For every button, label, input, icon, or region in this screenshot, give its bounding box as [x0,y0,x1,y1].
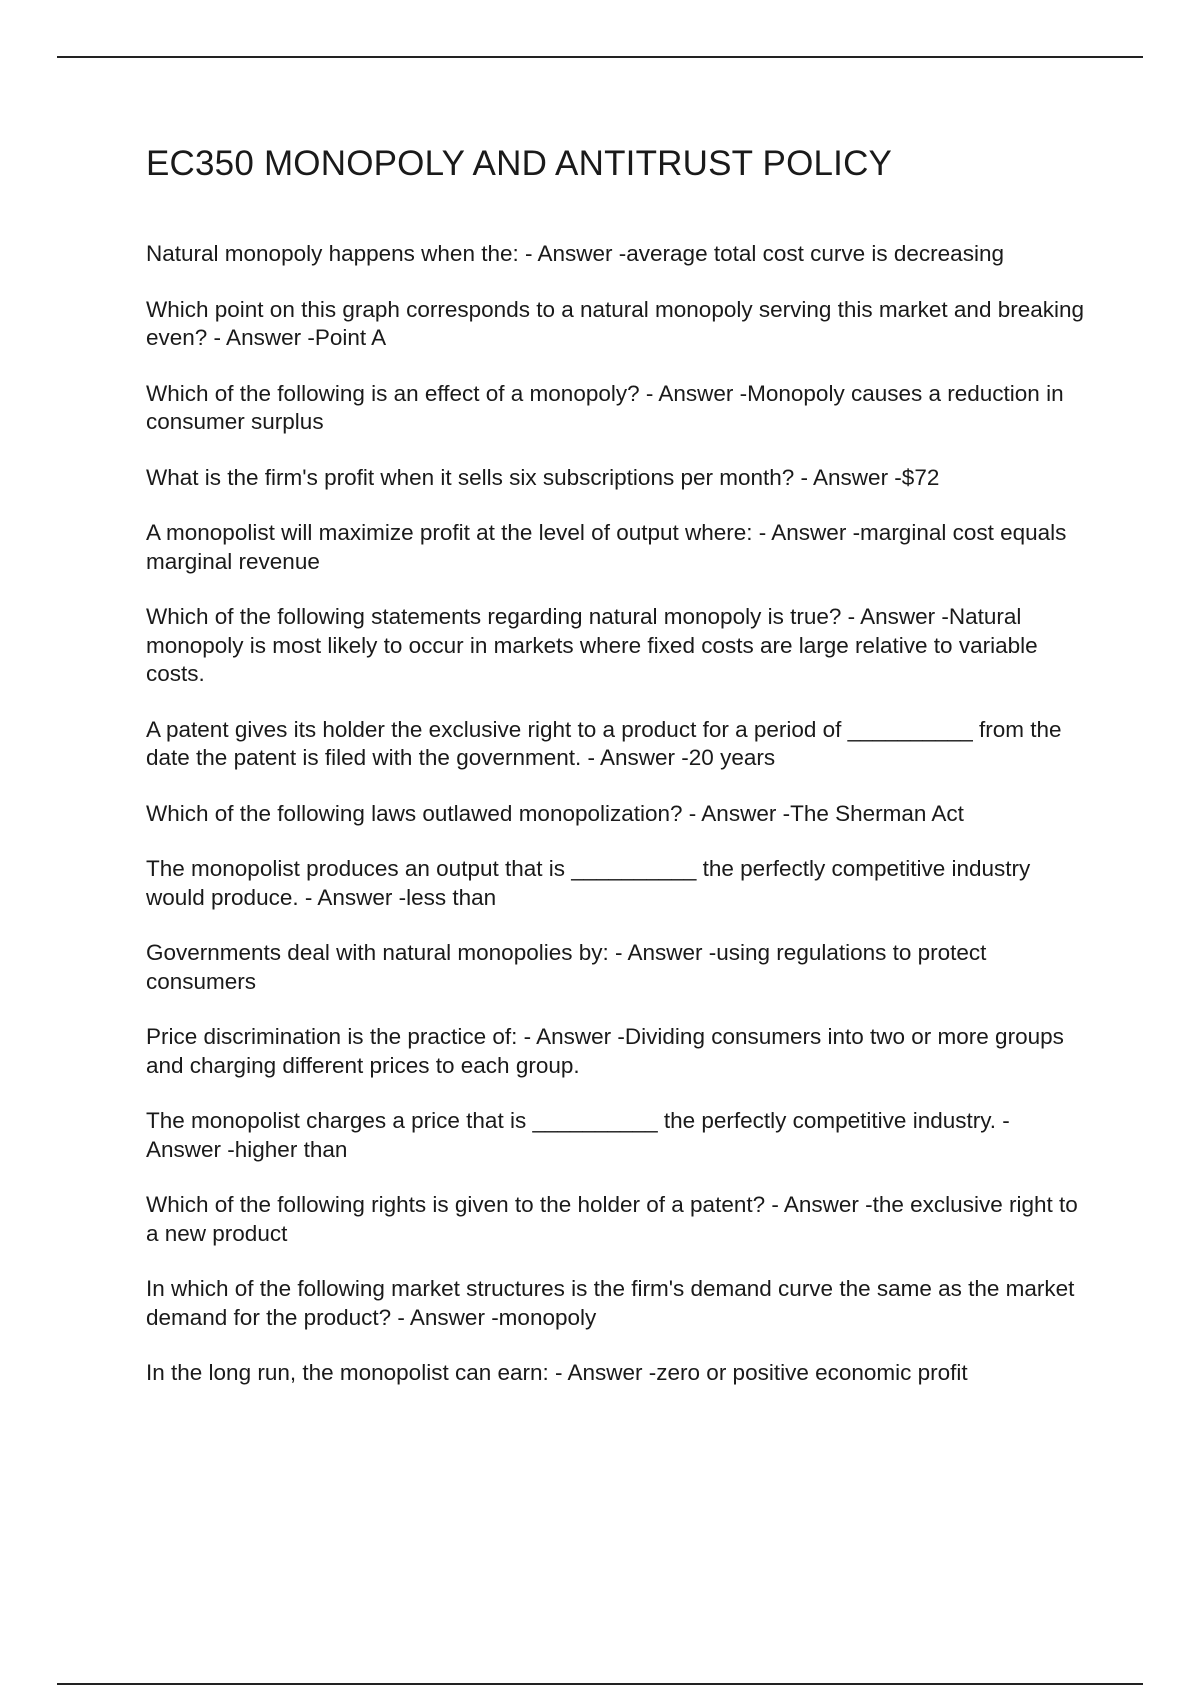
qa-item: Which of the following laws outlawed monopolization? - Answer -The Sherman Act [146,800,964,826]
qa-item: A monopolist will maximize profit at the level of output where: - Answer -marginal cost equals marginal revenue [146,520,1067,574]
qa-item: In the long run, the monopolist can earn: - Answer -zero or positive economic profit [146,1360,968,1385]
top-rule [57,56,1143,58]
qa-item: Which point on this graph corresponds to a natural monopoly serving this market and breaking even? - Answer -Point A [146,296,1085,350]
document-title: EC350 MONOPOLY AND ANTITRUST POLICY [146,144,893,183]
qa-item: In which of the following market structures is the firm's demand curve the same as the market demand for the product? - Answer -monopoly [146,1276,1075,1330]
qa-item: Price discrimination is the practice of: - Answer -Dividing consumers into two or more groups and charging different prices to each group. [146,1024,1064,1078]
qa-item: What is the firm's profit when it sells six subscriptions per month? - Answer -$72 [146,464,940,490]
qa-item: A patent gives its holder the exclusive right to a product for a period of __________ from the date the patent is filed with the government. - Answer -20 years [146,716,1062,770]
qa-item: Which of the following statements regarding natural monopoly is true? - Answer -Natural monopoly is most likely to occur in markets where fixed costs are large relative to variable costs. [146,604,1038,686]
qa-item: Which of the following is an effect of a monopoly? - Answer -Monopoly causes a reduction in consumer surplus [146,380,1064,434]
document-body [146,140,1086,1415]
qa-item: Governments deal with natural monopolies by: - Answer -using regulations to protect consumers [146,940,987,994]
qa-list [146,240,1086,1388]
qa-item: The monopolist charges a price that is __________ the perfectly competitive industry. - Answer -higher than [146,1108,1010,1162]
qa-item: Natural monopoly happens when the: - Answer -average total cost curve is decreasing [146,241,1004,266]
bottom-rule [57,1683,1143,1685]
qa-item: The monopolist produces an output that is __________ the perfectly competitive industry would produce. - Answer -less than [146,856,1031,910]
qa-item: Which of the following rights is given to the holder of a patent? - Answer -the exclusive right to a new product [146,1192,1078,1246]
